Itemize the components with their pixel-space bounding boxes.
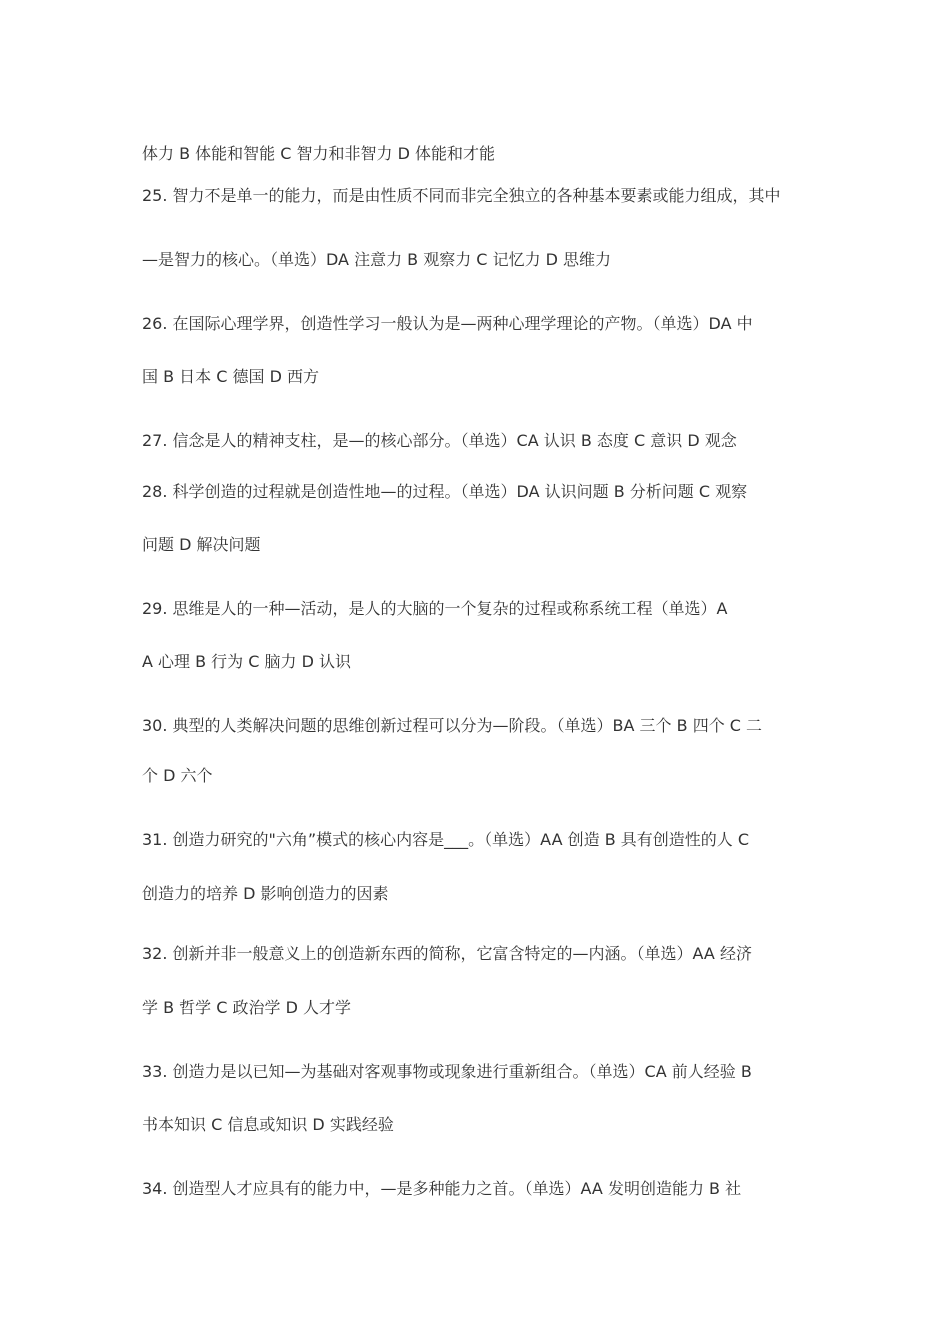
text-line-8: 问题 D 解决问题 [142, 535, 261, 554]
text-line-9: 29. 思维是人的一种—活动，是人的大脑的一个复杂的过程或称系统工程（单选）A [142, 599, 728, 618]
text-line-5: 国 B 日本 C 德国 D 西方 [142, 367, 319, 386]
text-line-3: —是智力的核心。（单选）DA 注意力 B 观察力 C 记忆力 D 思维力 [142, 250, 612, 269]
text-line-17: 33. 创造力是以已知—为基础对客观事物或现象进行重新组合。（单选）CA 前人经验 B [142, 1062, 752, 1081]
text-line-7: 28. 科学创造的过程就是创造性地—的过程。（单选）DA 认识问题 B 分析问题 C 观察 [142, 482, 748, 501]
text-line-4: 26. 在国际心理学界，创造性学习一般认为是—两种心理学理论的产物。（单选）DA 中 [142, 314, 753, 333]
text-line-16: 学 B 哲学 C 政治学 D 人才学 [142, 998, 351, 1017]
text-line-10: A 心理 B 行为 C 脑力 D 认识 [142, 652, 352, 671]
text-line-18: 书本知识 C 信息或知识 D 实践经验 [142, 1115, 394, 1134]
text-line-15: 32. 创新并非一般意义上的创造新东西的简称，它富含特定的—内涵。（单选）AA 经济 [142, 944, 752, 963]
text-line-2: 25. 智力不是单一的能力，而是由性质不同而非完全独立的各种基本要素或能力组成，其中 [142, 186, 781, 205]
text-line-13: 31. 创造力研究的"六角”模式的核心内容是___。（单选）AA 创造 B 具有创造性的人 C [142, 830, 750, 849]
text-line-12: 个 D 六个 [142, 766, 213, 785]
text-line-6: 27. 信念是人的精神支柱，是—的核心部分。（单选）CA 认识 B 态度 C 意识 D 观念 [142, 431, 737, 450]
text-line-14: 创造力的培养 D 影响创造力的因素 [142, 884, 389, 903]
text-line-11: 30. 典型的人类解决问题的思维创新过程可以分为—阶段。（单选）BA 三个 B 四个 C 二 [142, 716, 763, 735]
text-line-19: 34. 创造型人才应具有的能力中，—是多种能力之首。（单选）AA 发明创造能力 B 社 [142, 1179, 742, 1198]
text-line-1: 体力 B 体能和智能 C 智力和非智力 D 体能和才能 [142, 144, 495, 163]
